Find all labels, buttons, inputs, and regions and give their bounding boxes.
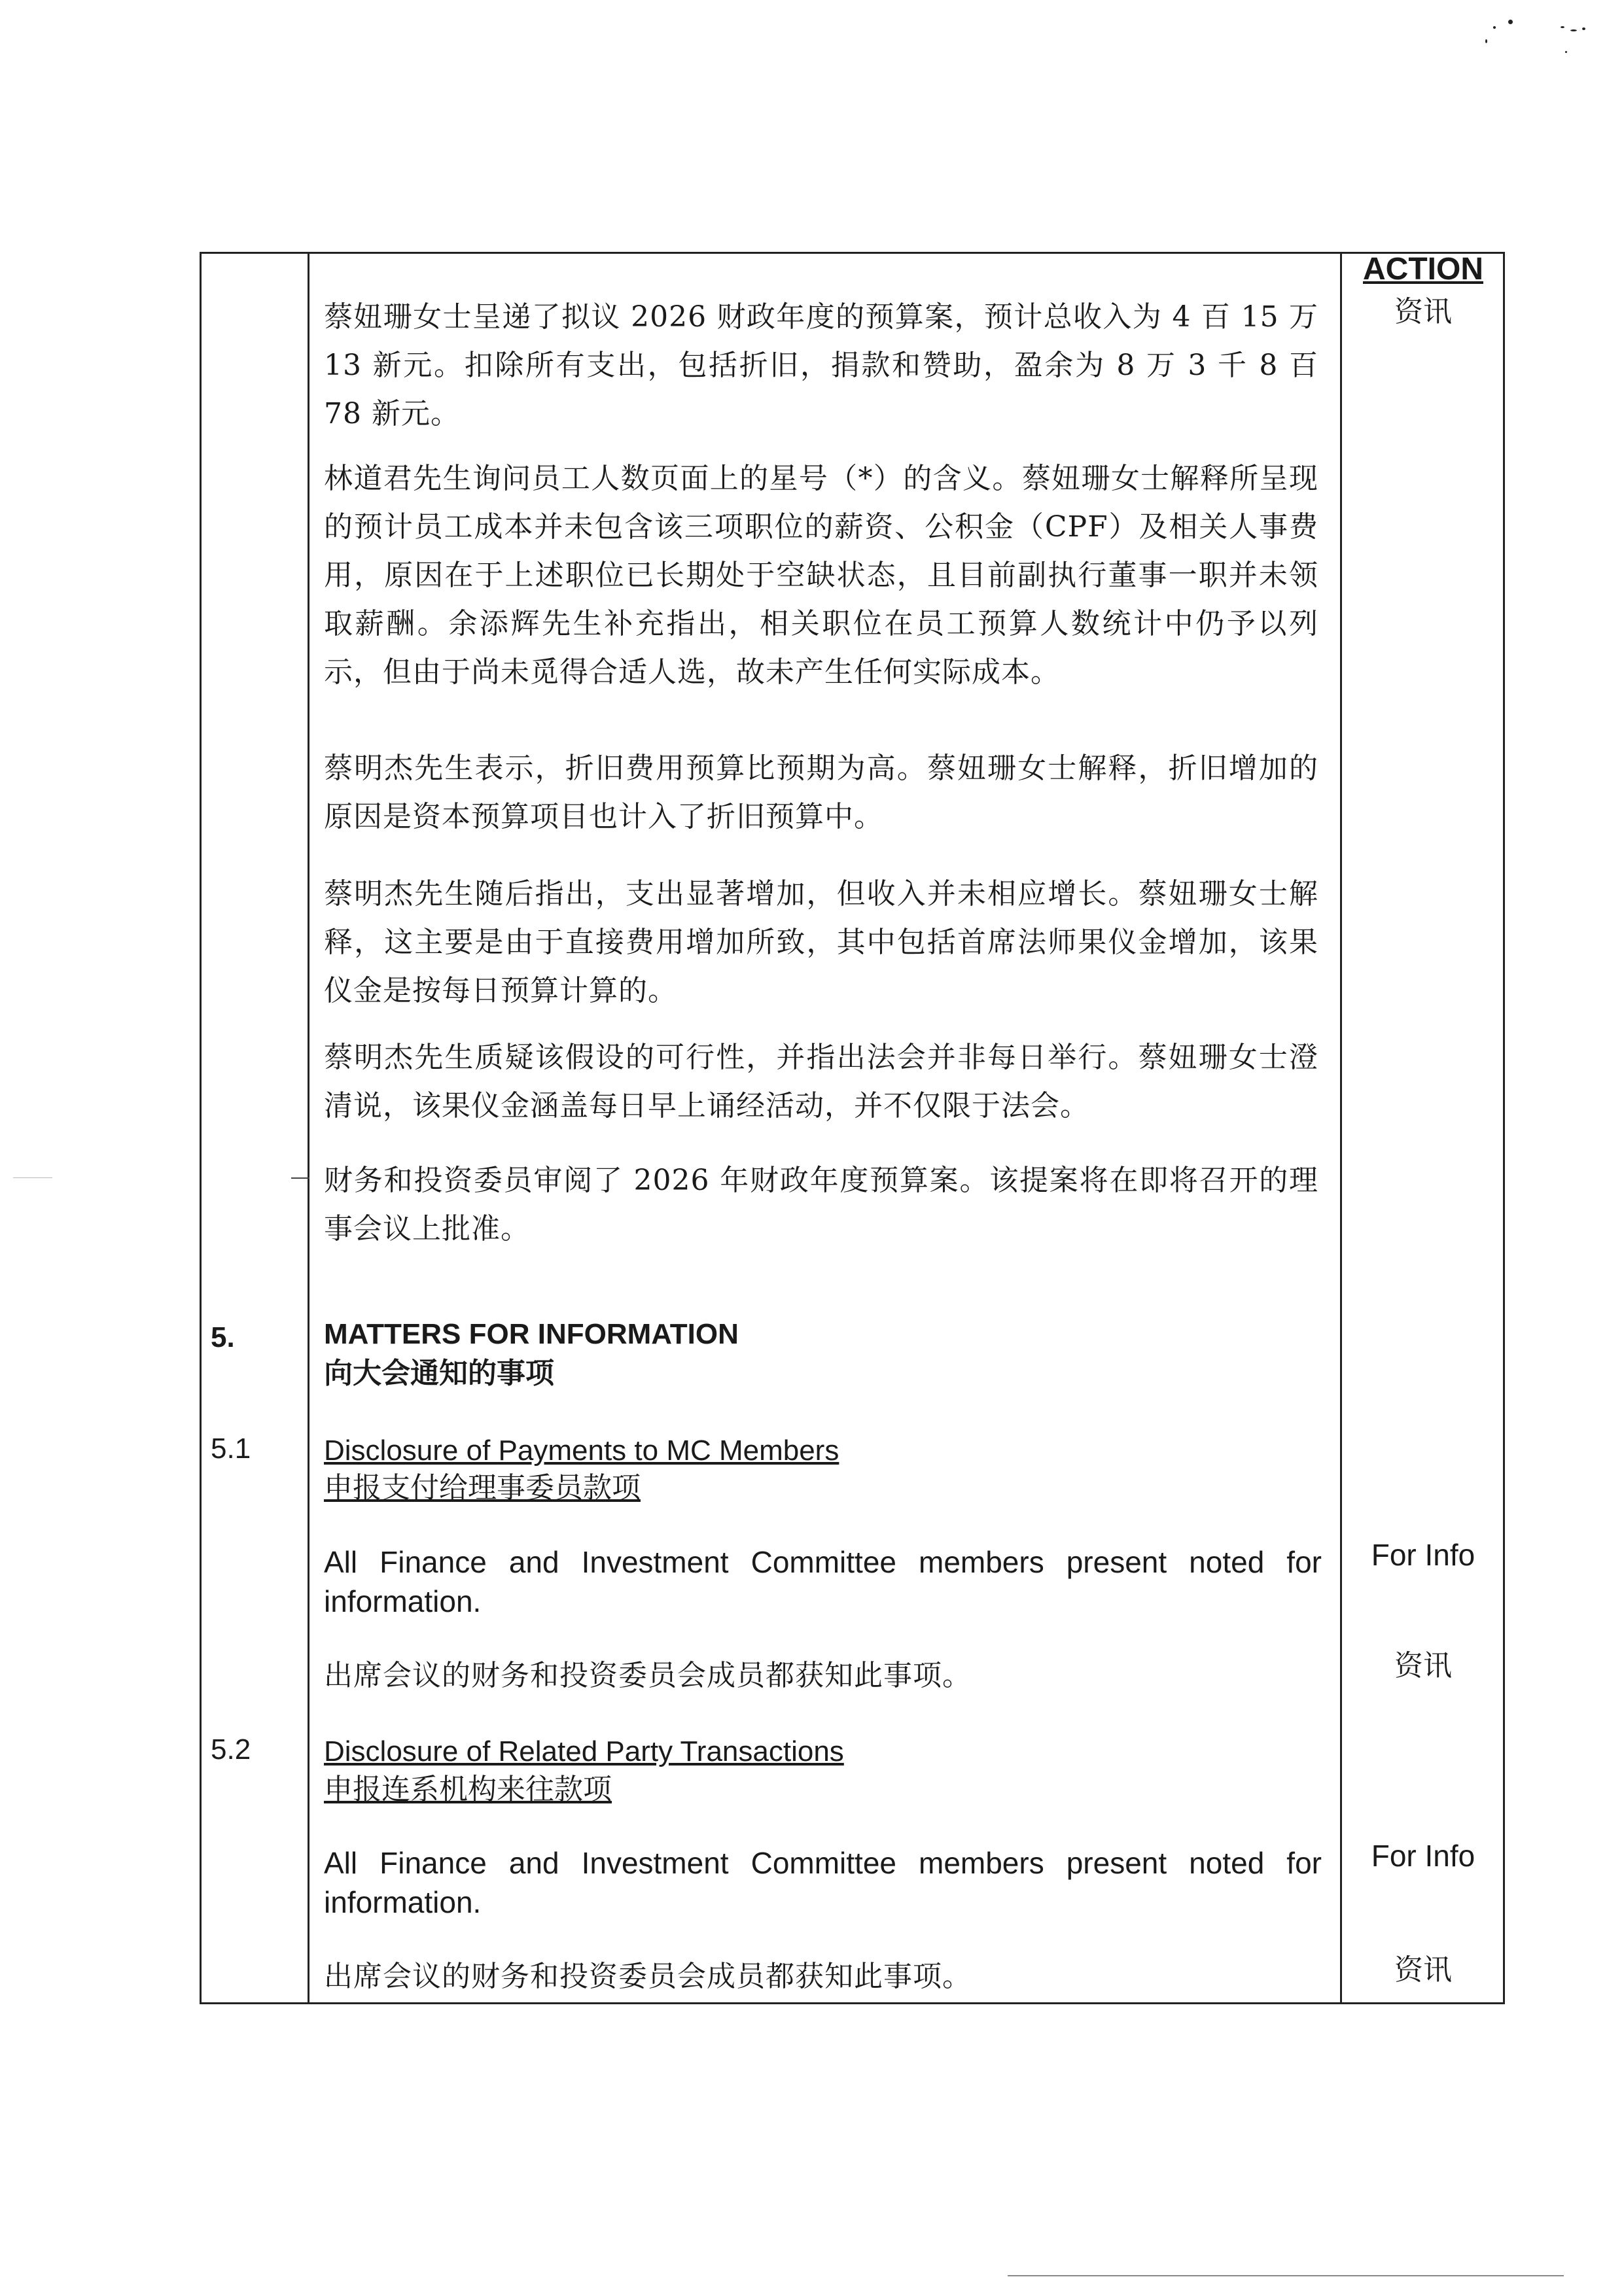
scan-speck [1508, 20, 1513, 24]
item-body-cn: 出席会议的财务和投资委员会成员都获知此事项。 [324, 1960, 972, 1993]
margin-mark [291, 1177, 309, 1179]
item-title: Disclosure of Payments to MC Members [324, 1435, 839, 1467]
scan-speck [1485, 39, 1487, 43]
scan-mark [13, 1177, 52, 1178]
item-body: All Finance and Investment Committee members present noted for information. [324, 1846, 1322, 1919]
paragraph: 蔡妞珊女士呈递了拟议 2026 财政年度的预算案，预计总收入为 4 百 15 万 13 新元。扣除所有支出，包括折旧，捐款和赞助，盈余为 8 万 3 千 8 百 78 新元。 [324, 300, 1318, 430]
action-value: 资讯 [1394, 1953, 1452, 1987]
item-number: 5.1 [211, 1433, 251, 1465]
paragraph: 蔡明杰先生质疑该假设的可行性，并指出法会并非每日举行。蔡妞珊女士澄清说，该果仪金涵盖每日早上诵经活动，并不仅限于法会。 [324, 1041, 1318, 1122]
section-title: MATTERS FOR INFORMATION [324, 1318, 739, 1350]
item-number: 5.2 [211, 1733, 251, 1765]
action-column-header: ACTION [1363, 252, 1483, 287]
action-value: For Info [1371, 1839, 1475, 1873]
item-title-cn: 申报支付给理事委员款项 [324, 1471, 641, 1505]
item-body: All Finance and Investment Committee members present noted for information. [324, 1545, 1322, 1618]
paragraph: 林道君先生询问员工人数页面上的星号（*）的含义。蔡妞珊女士解释所呈现的预计员工成本并未包含该三项职位的薪资、公积金（CPF）及相关人事费用，原因在于上述职位已长期处于空缺状态，且目前副执行董事一职并未领取薪酬。余添辉先生补充指出，相关职位在员工预算人数统计中仍予以列示，但由于尚未觅得合适人选，故未产生任何实际成本。 [324, 462, 1318, 689]
scan-speck [1582, 27, 1585, 30]
action-value: For Info [1371, 1538, 1475, 1572]
item-title: Disclosure of Related Party Transactions [324, 1735, 844, 1767]
item-body-cn: 出席会议的财务和投资委员会成员都获知此事项。 [324, 1659, 972, 1692]
column-divider [308, 252, 309, 2004]
paragraph: 蔡明杰先生随后指出，支出显著增加，但收入并未相应增长。蔡妞珊女士解释，这主要是由于直接费用增加所致，其中包括首席法师果仪金增加，该果仪金是按每日预算计算的。 [324, 877, 1318, 1007]
column-divider [1340, 252, 1342, 2004]
item-title-cn: 申报连系机构来往款项 [324, 1773, 612, 1806]
paragraph: 蔡明杰先生表示，折旧费用预算比预期为高。蔡妞珊女士解释，折旧增加的原因是资本预算项目也计入了折旧预算中。 [324, 752, 1318, 833]
section-title-cn: 向大会通知的事项 [324, 1357, 554, 1390]
scan-line [1008, 2275, 1564, 2276]
scan-speck [1561, 26, 1564, 28]
scan-speck [1570, 29, 1577, 31]
action-value: 资讯 [1394, 295, 1452, 328]
paragraph: 财务和投资委员审阅了 2026 年财政年度预算案。该提案将在即将召开的理事会议上批准。 [324, 1164, 1318, 1245]
scan-speck [1565, 51, 1567, 53]
scan-speck [1493, 26, 1496, 29]
action-value: 资讯 [1394, 1649, 1452, 1682]
section-number: 5. [211, 1321, 235, 1353]
